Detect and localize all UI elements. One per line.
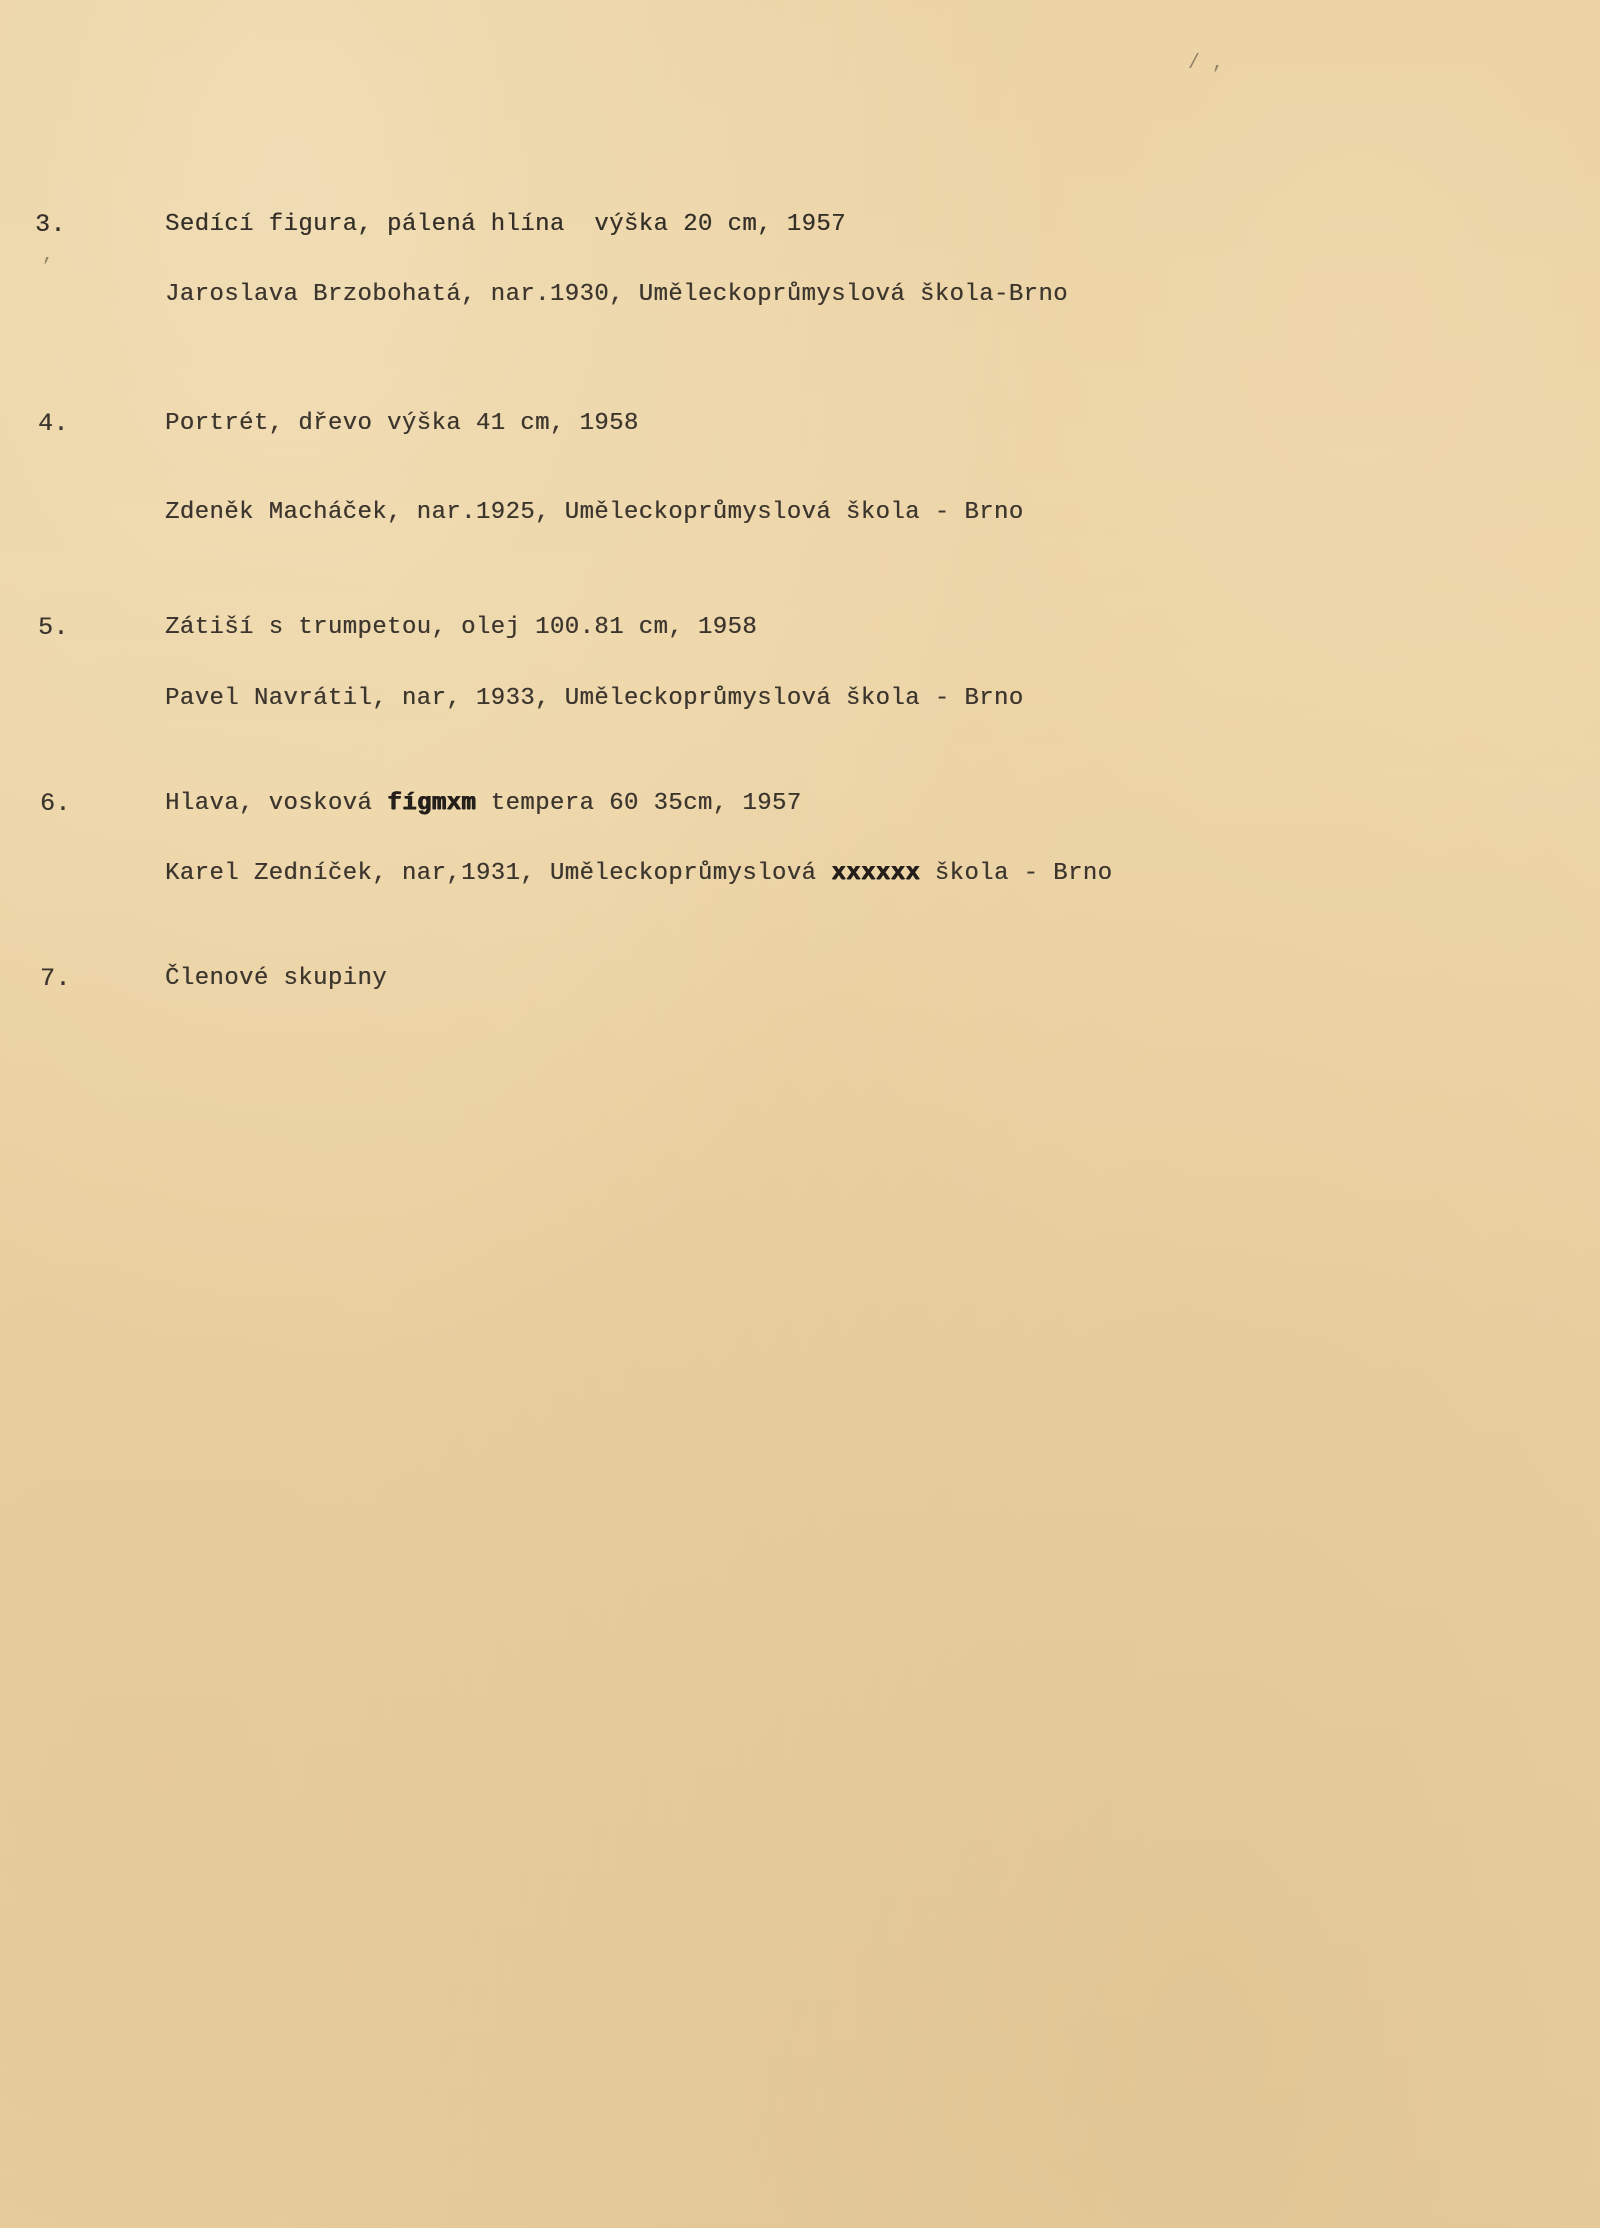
stray-mark: , xyxy=(42,244,55,267)
item-5-artist-line: Pavel Navrátil, nar, 1933, Uměleckoprůmyslová škola - Brno xyxy=(165,685,1024,712)
item-6-title-pre: Hlava, vosková xyxy=(165,790,388,817)
item-4-number: 4. xyxy=(38,409,69,438)
item-6-title-overstrike: fígmxm xyxy=(387,790,476,817)
item-6-title-line xyxy=(165,789,802,819)
item-6-artist-line xyxy=(165,859,1112,889)
item-3-artist-line: Jaroslava Brzobohatá, nar.1930, Uměleckoprůmyslová škola-Brno xyxy=(165,281,1068,308)
item-6-artist-pre: Karel Zedníček, nar,1931, Uměleckoprůmyslová xyxy=(165,860,832,887)
item-7-number: 7. xyxy=(40,964,71,993)
item-6-artist-post: škola - Brno xyxy=(919,860,1113,887)
item-6-artist-overstrike: xxxxxx xyxy=(831,860,920,887)
item-6-number: 6. xyxy=(40,789,71,818)
item-5-number: 5. xyxy=(38,613,69,642)
stray-mark: / , xyxy=(1188,52,1225,75)
item-3-number: 3. xyxy=(35,210,66,239)
item-6-title-post: tempera 60 35cm, 1957 xyxy=(475,790,802,817)
item-4-title-line: Portrét, dřevo výška 41 cm, 1958 xyxy=(165,410,639,437)
item-4-artist-line: Zdeněk Macháček, nar.1925, Uměleckoprůmyslová škola - Brno xyxy=(165,499,1024,526)
item-5-title-line: Zátiší s trumpetou, olej 100.81 cm, 1958 xyxy=(165,614,758,641)
item-3-title-line: Sedící figura, pálená hlína výška 20 cm, 1957 xyxy=(165,211,846,238)
item-7-title-line: Členové skupiny xyxy=(165,965,388,992)
